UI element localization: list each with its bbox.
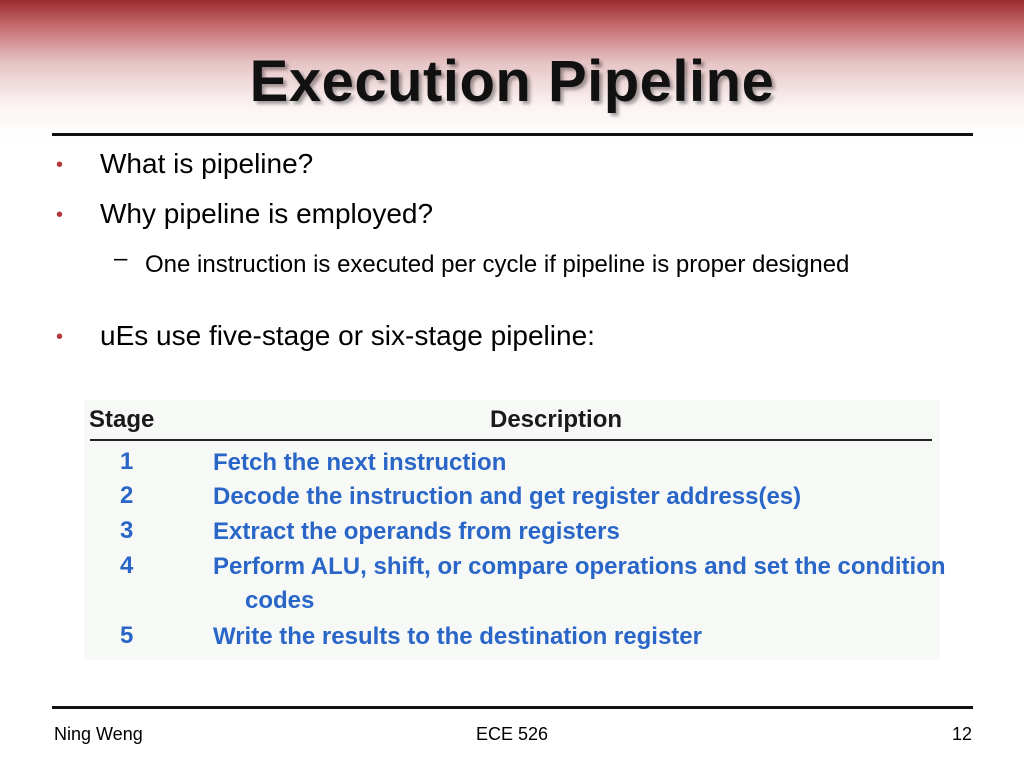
bullet-text: What is pipeline? xyxy=(100,148,314,179)
bullet-icon: • xyxy=(56,326,64,348)
bullet-item xyxy=(56,148,956,198)
stage-description: Decode the instruction and get register address(es) xyxy=(213,483,802,510)
footer-course: ECE 526 xyxy=(475,724,549,744)
sub-bullet-text: One instruction is executed per cycle if pipeline is proper designed xyxy=(145,251,850,278)
bullet-text: Why pipeline is employed? xyxy=(100,198,434,229)
stage-description: Fetch the next instruction xyxy=(213,449,507,476)
footer-author: Ning Weng xyxy=(54,724,143,744)
bullet-icon: • xyxy=(56,154,64,176)
bullet-item xyxy=(56,320,956,370)
column-header-stage: Stage xyxy=(89,406,155,433)
slide-number: 12 xyxy=(951,724,972,744)
pipeline-stage-table xyxy=(84,400,946,660)
bullet-list xyxy=(56,148,956,370)
stage-number: 1 xyxy=(120,448,134,475)
stage-number: 2 xyxy=(120,482,134,509)
stage-description: Extract the operands from registers xyxy=(213,518,620,545)
stage-number: 4 xyxy=(120,552,134,579)
bullet-item xyxy=(56,198,956,248)
stage-number: 3 xyxy=(120,517,134,544)
title-divider xyxy=(52,133,973,136)
table-header-divider xyxy=(90,439,932,441)
bullet-icon: • xyxy=(56,204,64,226)
sub-bullet-item xyxy=(114,245,956,320)
slide-title: Execution Pipeline xyxy=(249,49,775,114)
dash-icon: – xyxy=(114,245,128,272)
bullet-text: uEs use five-stage or six-stage pipeline: xyxy=(100,320,595,351)
column-header-description: Description xyxy=(490,406,623,433)
footer-divider xyxy=(52,706,973,709)
stage-description: Perform ALU, shift, or compare operations and set the condition codes xyxy=(213,553,946,614)
stage-description: Write the results to the destination register xyxy=(213,623,702,650)
stage-number: 5 xyxy=(120,622,134,649)
